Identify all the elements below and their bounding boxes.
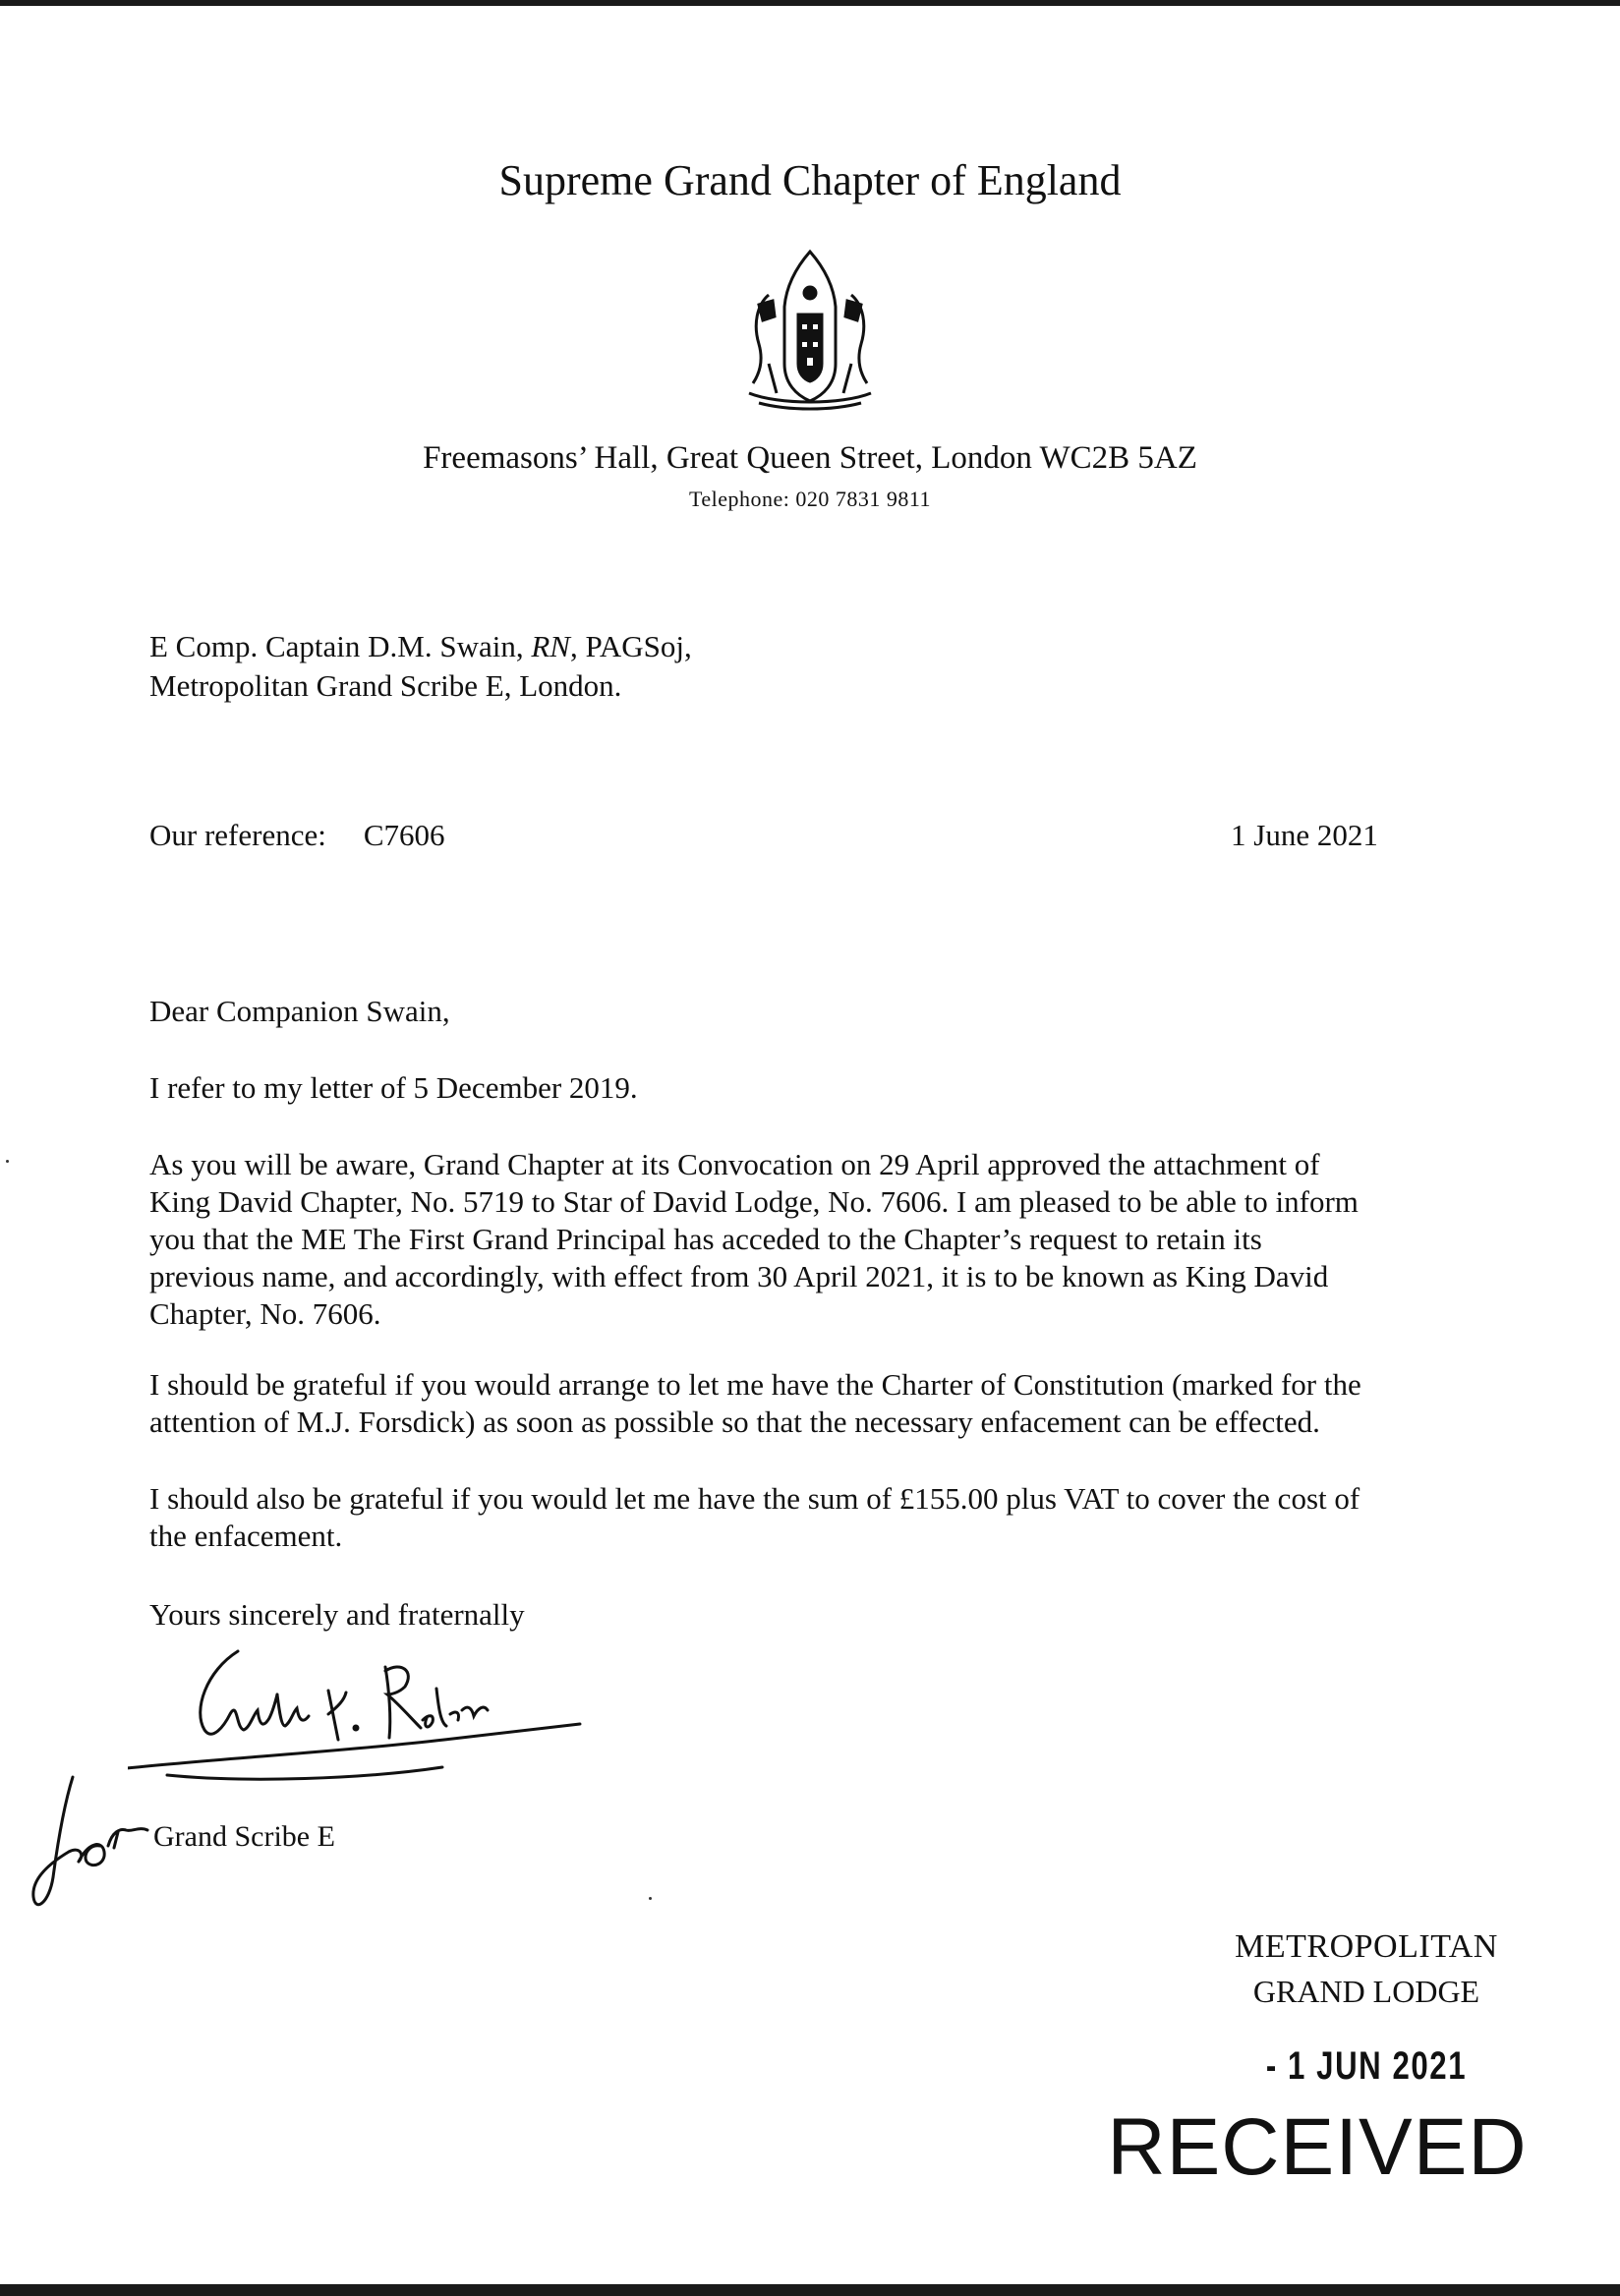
pp-handwritten-mark xyxy=(29,1769,167,1917)
reference-line xyxy=(149,818,445,853)
letterhead-telephone: Telephone: 020 7831 9811 xyxy=(688,487,932,511)
letterhead-title: Supreme Grand Chapter of England xyxy=(498,156,1122,204)
paragraph-2-line: previous name, and accordingly, with effect from 30 April 2021, it is to be known as King David xyxy=(149,1259,1329,1293)
paragraph-3-line: I should be grateful if you would arrange to let me have the Charter of Constitution (marked for the xyxy=(149,1367,1361,1402)
masonic-crest-icon xyxy=(739,246,881,413)
recipient-name: E Comp. Captain D.M. Swain, xyxy=(149,629,532,663)
handwritten-signature xyxy=(128,1632,590,1799)
recipient-line-1 xyxy=(149,629,692,664)
paragraph-4-line: the enfacement. xyxy=(149,1519,343,1553)
salutation: Dear Companion Swain, xyxy=(149,994,450,1028)
letter-date: 1 June 2021 xyxy=(1231,818,1378,852)
signer-title: Grand Scribe E xyxy=(153,1820,335,1853)
received-stamp-label: RECEIVED xyxy=(1107,2102,1528,2192)
scan-bottom-edge xyxy=(0,2284,1620,2296)
received-stamp-line-2: GRAND LODGE xyxy=(1252,1974,1480,2009)
paragraph-2-line: Chapter, No. 7606. xyxy=(149,1296,381,1331)
paragraph-2-line: As you will be aware, Grand Chapter at its Convocation on 29 April approved the attachment of xyxy=(149,1147,1320,1181)
paragraph-4-line: I should also be grateful if you would let me have the sum of £155.00 plus VAT to cover the cost of xyxy=(149,1481,1360,1516)
paragraph-4 xyxy=(149,1480,1506,1555)
recipient-rank-suffix: , PAGSoj, xyxy=(569,629,692,663)
received-stamp-line-1: METROPOLITAN xyxy=(1235,1928,1498,1965)
received-stamp-date: - 1 JUN 2021 xyxy=(1265,2044,1468,2088)
recipient-line-2: Metropolitan Grand Scribe E, London. xyxy=(149,668,622,703)
paragraph-2 xyxy=(149,1146,1506,1333)
paragraph-2-line: you that the ME The First Grand Principal has acceded to the Chapter’s request to retain its xyxy=(149,1222,1262,1256)
paragraph-2-line: King David Chapter, No. 5719 to Star of David Lodge, No. 7606. I am pleased to be able to inform xyxy=(149,1184,1359,1219)
letterhead-address: Freemasons’ Hall, Great Queen Street, London WC2B 5AZ xyxy=(423,440,1197,476)
closing: Yours sincerely and fraternally xyxy=(149,1597,525,1632)
scan-speck xyxy=(649,1897,652,1900)
reference-value: C7606 xyxy=(363,818,445,852)
paragraph-3-line: attention of M.J. Forsdick) as soon as possible so that the necessary enfacement can be effected. xyxy=(149,1405,1320,1439)
scan-top-edge xyxy=(0,0,1620,6)
recipient-rank: RN xyxy=(531,629,570,663)
paragraph-3 xyxy=(149,1366,1506,1441)
paragraph-1: I refer to my letter of 5 December 2019. xyxy=(149,1070,638,1105)
scan-speck xyxy=(6,1160,9,1163)
reference-label: Our reference: xyxy=(149,818,326,852)
